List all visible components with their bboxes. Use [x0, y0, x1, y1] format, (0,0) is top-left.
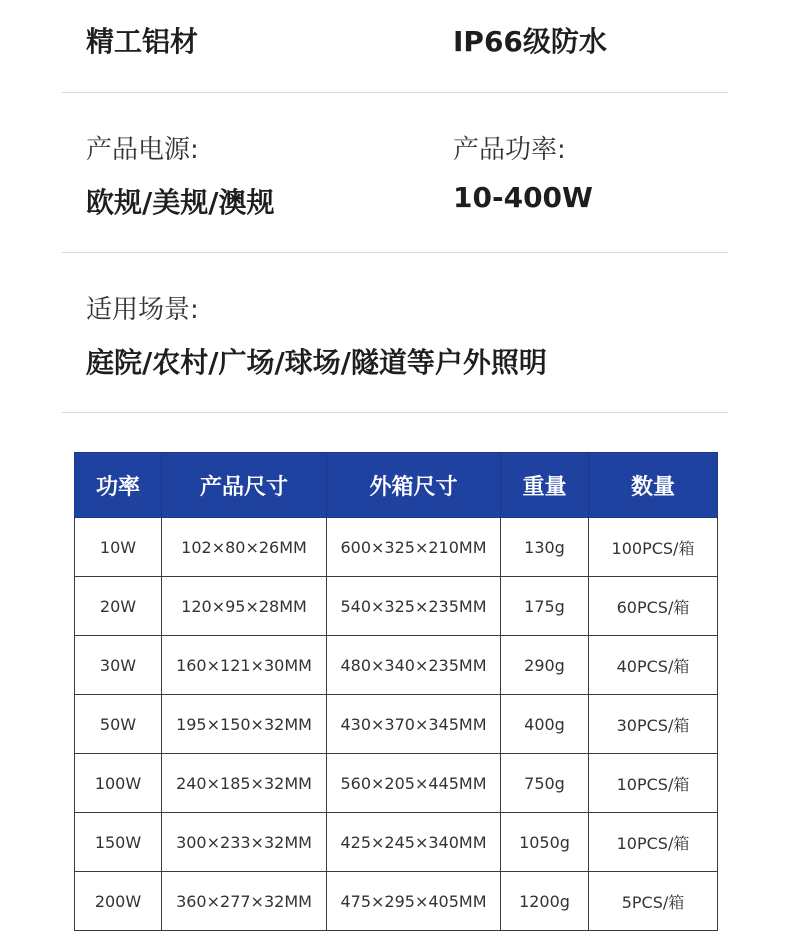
cell-quantity: 30PCS/箱: [589, 695, 718, 754]
table-row: [75, 754, 718, 813]
cell-weight: 1050g: [501, 813, 589, 872]
table-row: [75, 636, 718, 695]
cell-power: 30W: [75, 636, 162, 695]
cell-quantity: 60PCS/箱: [589, 577, 718, 636]
spec-row-usage: [62, 253, 728, 413]
header-product-size: 产品尺寸: [162, 453, 327, 518]
cell-power: 150W: [75, 813, 162, 872]
cell-box-size: 560×205×445MM: [327, 754, 501, 813]
table-header-row: [75, 453, 718, 518]
cell-box-size: 600×325×210MM: [327, 518, 501, 577]
header-power: 功率: [75, 453, 162, 518]
header-quantity: 数量: [589, 453, 718, 518]
cell-weight: 130g: [501, 518, 589, 577]
table-row: [75, 813, 718, 872]
cell-weight: 750g: [501, 754, 589, 813]
cell-product-size: 120×95×28MM: [162, 577, 327, 636]
power-source-label: 产品电源:: [86, 135, 199, 165]
cell-quantity: 40PCS/箱: [589, 636, 718, 695]
cell-power: 100W: [75, 754, 162, 813]
wattage-label: 产品功率:: [453, 135, 566, 165]
cell-quantity: 5PCS/箱: [589, 872, 718, 931]
cell-product-size: 195×150×32MM: [162, 695, 327, 754]
cell-box-size: 425×245×340MM: [327, 813, 501, 872]
cell-product-size: 360×277×32MM: [162, 872, 327, 931]
usage-label: 适用场景:: [86, 295, 199, 325]
header-box-size: 外箱尺寸: [327, 453, 501, 518]
material-value: 精工铝材: [86, 25, 199, 58]
cell-weight: 175g: [501, 577, 589, 636]
power-source-value: 欧规/美规/澳规: [86, 186, 275, 219]
cell-weight: 400g: [501, 695, 589, 754]
cell-power: 50W: [75, 695, 162, 754]
cell-weight: 1200g: [501, 872, 589, 931]
table-row: [75, 872, 718, 931]
header-weight: 重量: [501, 453, 589, 518]
cell-quantity: 10PCS/箱: [589, 813, 718, 872]
table-row: [75, 577, 718, 636]
table-row: [75, 518, 718, 577]
cell-product-size: 102×80×26MM: [162, 518, 327, 577]
spec-row-power-source: [62, 93, 728, 253]
spec-table-wrapper: [74, 452, 717, 931]
table-row: [75, 695, 718, 754]
cell-quantity: 10PCS/箱: [589, 754, 718, 813]
wattage-value: 10-400W: [453, 181, 593, 214]
cell-product-size: 240×185×32MM: [162, 754, 327, 813]
cell-power: 200W: [75, 872, 162, 931]
cell-box-size: 475×295×405MM: [327, 872, 501, 931]
cell-box-size: 430×370×345MM: [327, 695, 501, 754]
cell-quantity: 100PCS/箱: [589, 518, 718, 577]
cell-box-size: 480×340×235MM: [327, 636, 501, 695]
cell-power: 20W: [75, 577, 162, 636]
spec-row-material-waterproof: [62, 0, 728, 93]
cell-power: 10W: [75, 518, 162, 577]
cell-product-size: 160×121×30MM: [162, 636, 327, 695]
cell-weight: 290g: [501, 636, 589, 695]
waterproof-value: IP66级防水: [453, 25, 607, 58]
cell-box-size: 540×325×235MM: [327, 577, 501, 636]
spec-table: [74, 452, 718, 931]
cell-product-size: 300×233×32MM: [162, 813, 327, 872]
usage-value: 庭院/农村/广场/球场/隧道等户外照明: [86, 346, 547, 379]
